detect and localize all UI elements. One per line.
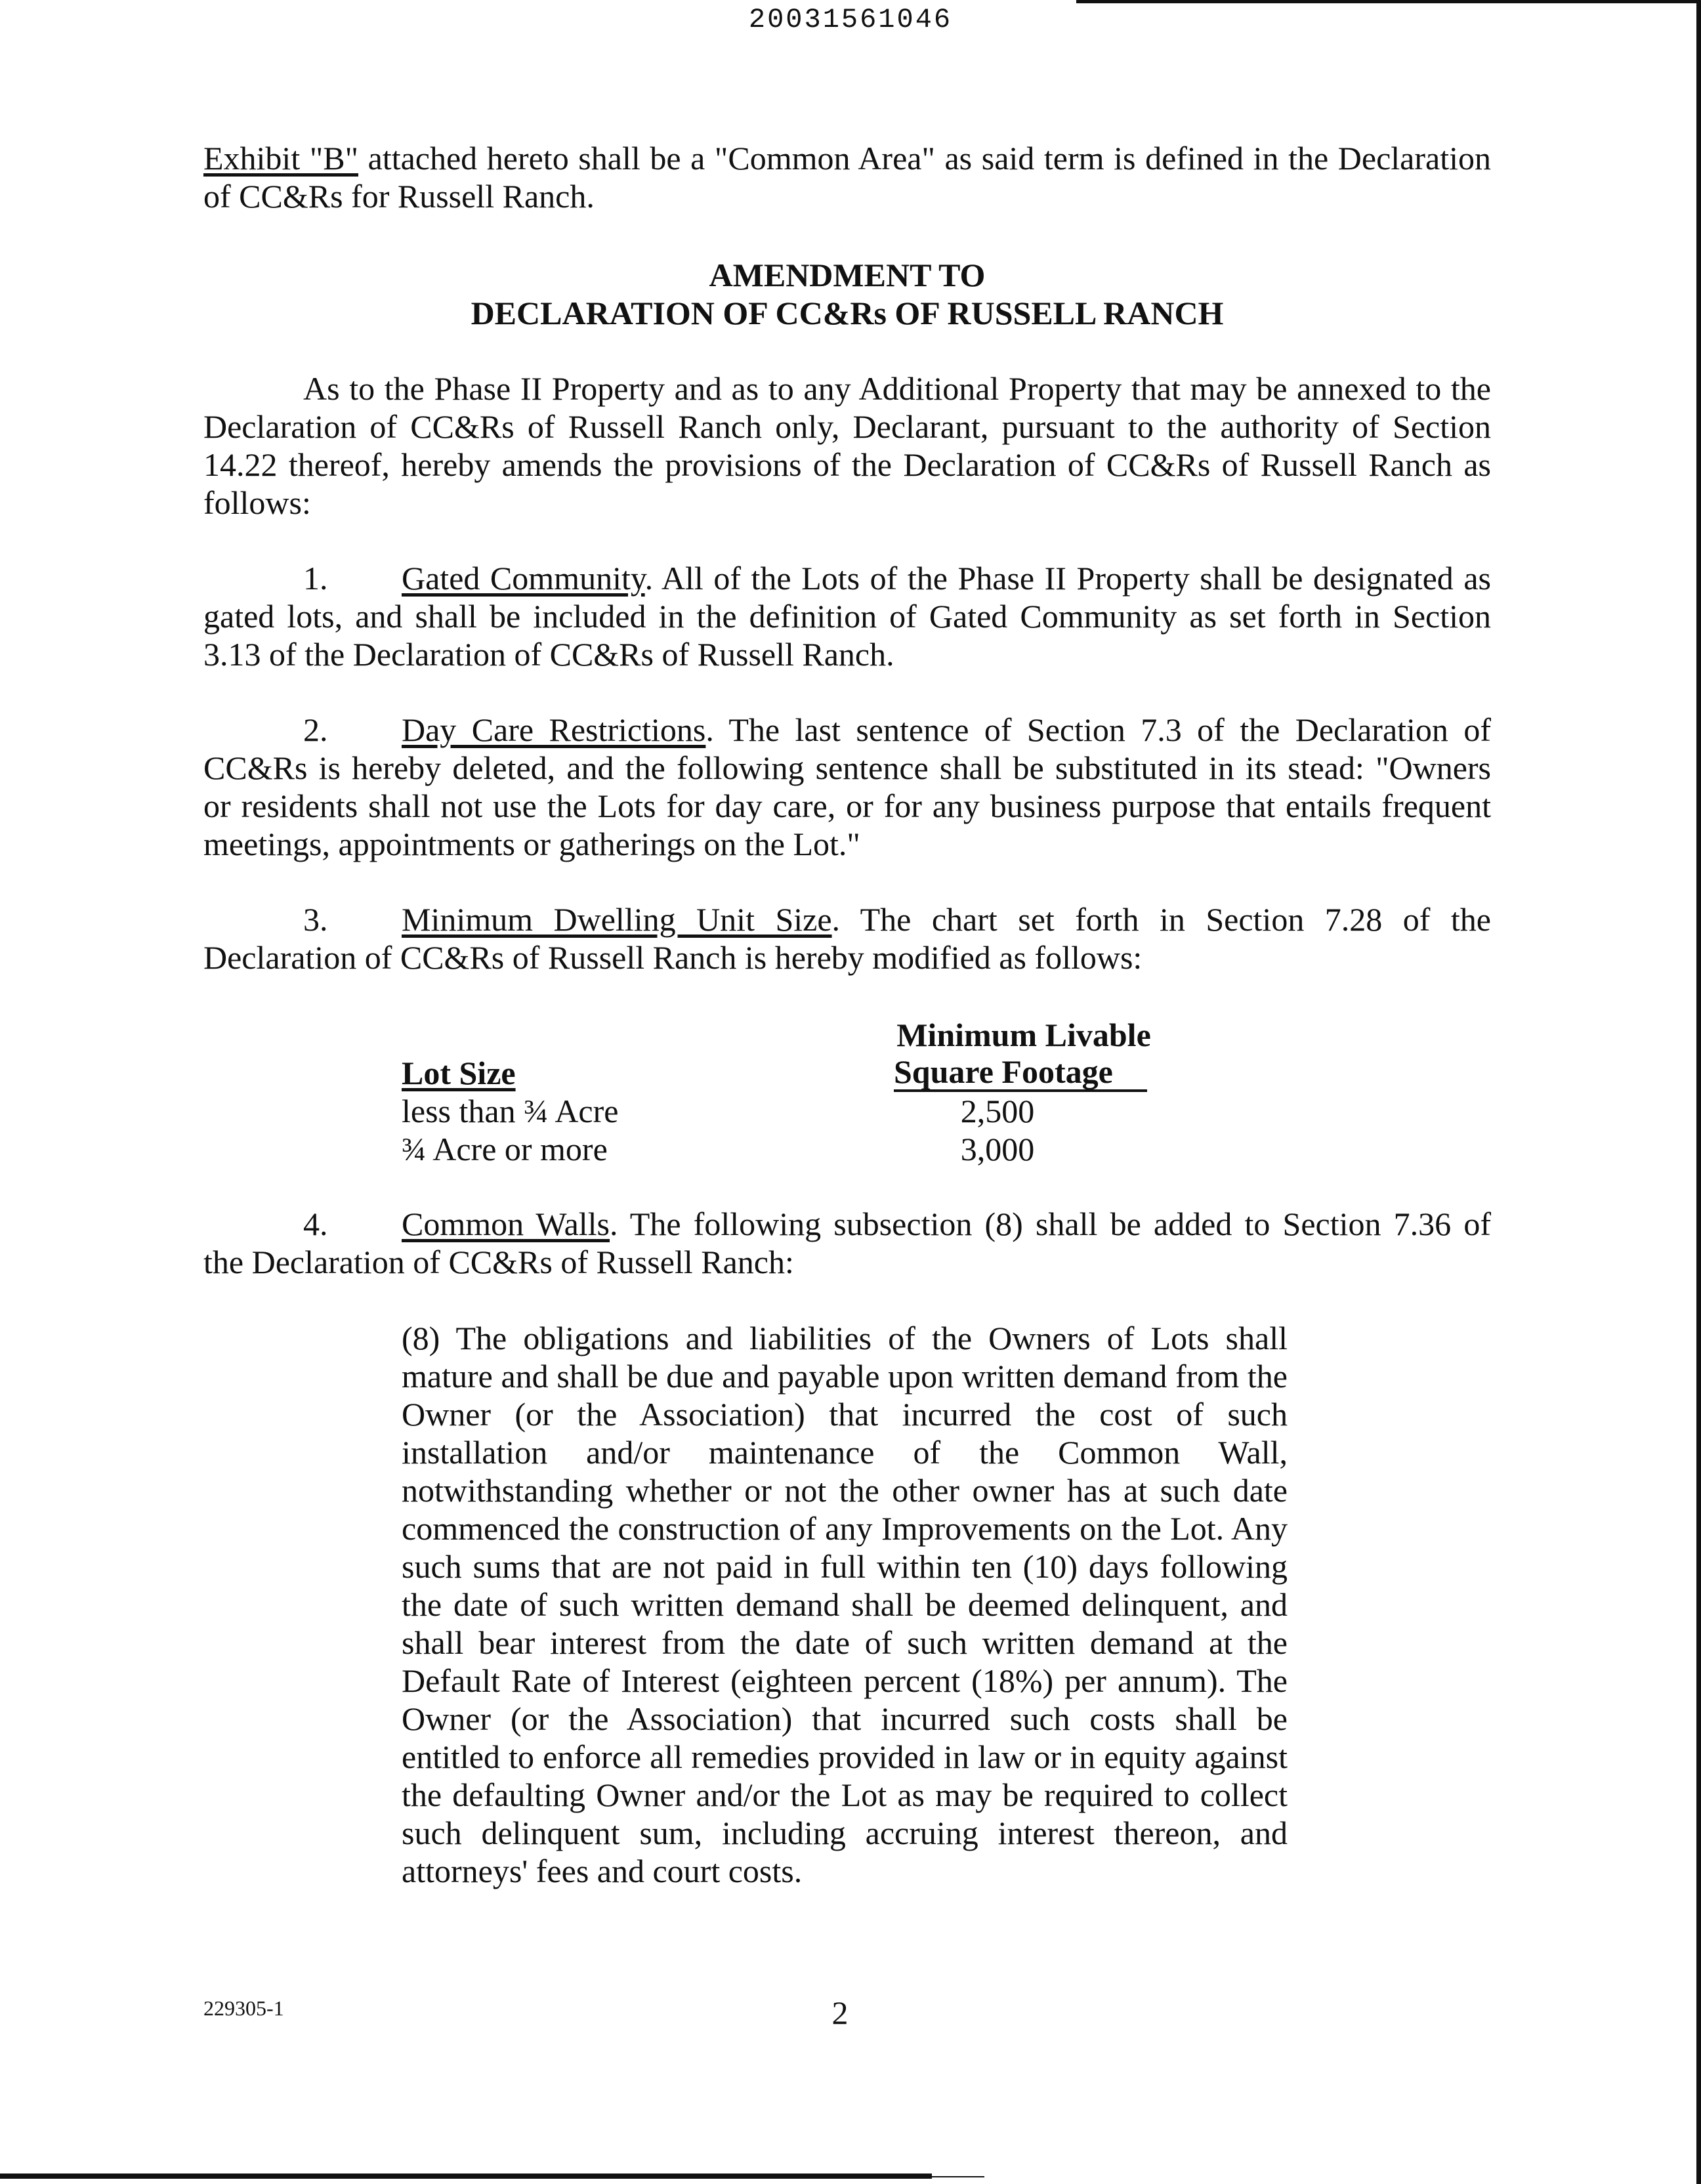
scan-bottom-dash (932, 2176, 984, 2177)
title-line-2: DECLARATION OF CC&Rs OF RUSSELL RANCH (471, 295, 1224, 331)
subsection-8-line-4: installation and/or maintenance of the Common Wall, (402, 1434, 1288, 1471)
item-3-line-2: Declaration of CC&Rs of Russell Ranch is hereby modified as follows: (203, 939, 1143, 976)
item-2-line-2: CC&Rs is hereby deleted, and the following sentence shall be substituted in its stead: "Owners (203, 749, 1491, 786)
table-row-1-footage: 2,500 (960, 1093, 1035, 1129)
item-4-heading: Common Walls (402, 1206, 610, 1242)
preamble-line-3: 14.22 thereof, hereby amends the provisions of the Declaration of CC&Rs of Russell Ranch as (203, 446, 1491, 483)
table-col2-header-line-2: Square Footage (894, 1054, 1147, 1092)
preamble-line-4: follows: (203, 484, 311, 521)
scan-right-edge (1696, 0, 1701, 2184)
item-4-number: 4. (303, 1206, 328, 1242)
table-row-2-lot-size: ¾ Acre or more (402, 1131, 608, 1167)
title-line-1: AMENDMENT TO (709, 257, 986, 293)
exhibit-reference: Exhibit "B" (203, 140, 358, 177)
item-4-line-1: Common Walls. The following subsection (8) shall be added to Section 7.36 of (402, 1206, 1491, 1242)
subsection-8-line-3: Owner (or the Association) that incurred the cost of such (402, 1396, 1288, 1433)
subsection-8-line-7: such sums that are not paid in full within ten (10) days following (402, 1548, 1288, 1585)
scan-bottom-rule (0, 2174, 932, 2179)
item-1-line-2: gated lots, and shall be included in the definition of Gated Community as set forth in Section (203, 598, 1491, 635)
subsection-8-line-15: attorneys' fees and court costs. (402, 1853, 803, 1889)
subsection-8-line-8: the date of such written demand shall be deemed delinquent, and (402, 1586, 1288, 1623)
subsection-8-line-6: commenced the construction of any Improvements on the Lot. Any (402, 1510, 1288, 1547)
subsection-8-line-10: Default Rate of Interest (eighteen percent (18%) per annum). The (402, 1662, 1288, 1699)
footer-doc-id: 229305-1 (203, 1996, 284, 2020)
item-2-line-3: or residents shall not use the Lots for day care, or for any business purpose that entails frequent (203, 788, 1491, 824)
table-row-1-lot-size: less than ¾ Acre (402, 1093, 619, 1129)
item-1-heading: Gated Community (402, 560, 645, 597)
subsection-8-line-11: Owner (or the Association) that incurred such costs shall be (402, 1700, 1288, 1737)
intro-line-2: of CC&Rs for Russell Ranch. (203, 178, 595, 215)
item-3-heading: Minimum Dwelling Unit Size (402, 901, 832, 938)
subsection-8-line-5: notwithstanding whether or not the other owner has at such date (402, 1472, 1288, 1509)
item-4-line-2: the Declaration of CC&Rs of Russell Ranch: (203, 1244, 794, 1280)
preamble-line-1: As to the Phase II Property and as to any Additional Property that may be annexed to the (303, 370, 1491, 407)
document-number: 20031561046 (748, 4, 953, 35)
item-2-line-1: Day Care Restrictions. The last sentence of Section 7.3 of the Declaration of (402, 711, 1491, 748)
item-2-heading: Day Care Restrictions (402, 711, 706, 748)
item-1-line-3: 3.13 of the Declaration of CC&Rs of Russell Ranch. (203, 636, 894, 673)
table-row-2-footage: 3,000 (960, 1131, 1035, 1167)
scan-top-rule (1076, 0, 1701, 3)
table-col2-header-line-1: Minimum Livable (896, 1017, 1151, 1053)
item-3-number: 3. (303, 901, 328, 938)
item-2-line-4: meetings, appointments or gatherings on the Lot." (203, 826, 860, 862)
subsection-8-line-13: the defaulting Owner and/or the Lot as may be required to collect (402, 1776, 1288, 1813)
subsection-8-line-14: such delinquent sum, including accruing interest thereon, and (402, 1815, 1288, 1851)
preamble-line-2: Declaration of CC&Rs of Russell Ranch only, Declarant, pursuant to the authority of Section (203, 408, 1491, 445)
item-1-line-1: Gated Community. All of the Lots of the Phase II Property shall be designated as (402, 560, 1491, 597)
item-1-number: 1. (303, 560, 328, 597)
item-2-number: 2. (303, 711, 328, 748)
subsection-8-line-9: shall bear interest from the date of such written demand at the (402, 1624, 1288, 1661)
item-3-line-1: Minimum Dwelling Unit Size. The chart set forth in Section 7.28 of the (402, 901, 1491, 938)
subsection-8-line-12: entitled to enforce all remedies provided in law or in equity against (402, 1738, 1288, 1775)
subsection-8-line-1: (8) The obligations and liabilities of the Owners of Lots shall (402, 1320, 1288, 1356)
subsection-8-line-2: mature and shall be due and payable upon written demand from the (402, 1358, 1288, 1395)
table-col1-header: Lot Size (402, 1055, 516, 1091)
page-number: 2 (831, 1994, 849, 2031)
intro-line-1: Exhibit "B" attached hereto shall be a "Common Area" as said term is defined in the Declaration (203, 140, 1491, 177)
